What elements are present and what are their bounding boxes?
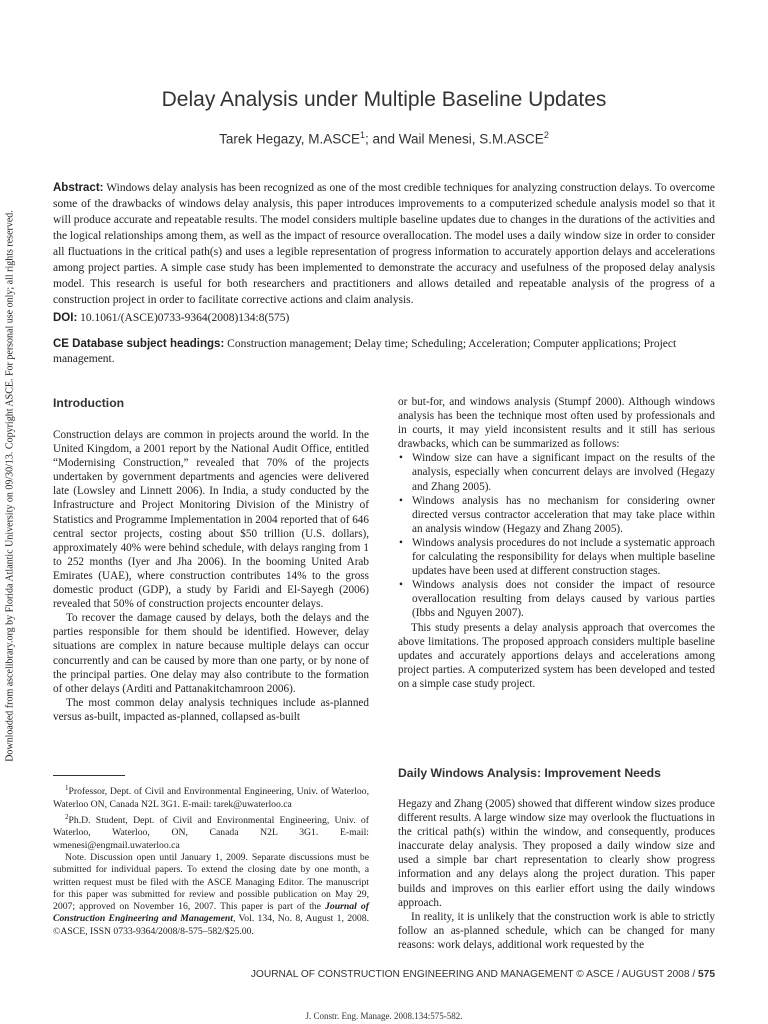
doi-line bbox=[53, 312, 715, 324]
abstract-text: Windows delay analysis has been recognized as one of the most credible techniques for analyzing construction delays. To overcome some of the drawbacks of windows delay analysis, this paper introduces improvements to a computerized schedule analysis model so that it will produce accurate and repeatable results. The model considers multiple baseline updates due to changes in the durations of the activities and the logical relationships among them, as well as the impact of resource overallocation. The model uses a daily window size in order to consider all fluctuations in the critical path(s) and uses a legible representation of progress information to accurately apportion delays and accelerations among project parties. A simple case study has been implemented to demonstrate the accuracy and usefulness of the proposed delay analysis model. This research is useful for both researchers and practitioners and allows detailed and repeatable analysis of the progress of a construction project in order to facilitate corrective actions and claim analysis. bbox=[53, 182, 715, 306]
citation-line: J. Constr. Eng. Manage. 2008.134:575-582. bbox=[305, 1011, 463, 1021]
list-item: • Windows analysis does not consider the impact of resource overallocation resulting from delays caused by various parties (Ibbs and Nguyen 2007). bbox=[398, 578, 715, 620]
list-item: • Windows analysis procedures do not include a systematic approach for calculating the responsibility for delays when multiple baseline updates have been used at different construction stages. bbox=[398, 536, 715, 578]
list-item: • Window size can have a significant impact on the results of the analysis, especially when concurrent delays are involved (Hegazy and Zhang 2005). bbox=[398, 451, 715, 493]
abstract bbox=[53, 180, 715, 308]
footnote-1 bbox=[53, 782, 369, 811]
doi-value: 10.1061/(ASCE)0733-9364(2008)134:8(575) bbox=[80, 312, 290, 324]
download-notice bbox=[3, 210, 17, 762]
intro-continuation: or but-for, and windows analysis (Stumpf 2000). Although windows analysis has been the technique most often used by professionals and in courts, it may yield inconsistent results and it still has serious drawbacks, which can be summarized as follows: bbox=[398, 396, 715, 451]
footnote-1-text: Professor, Dept. of Civil and Environmental Engineering, Univ. of Waterloo, Waterloo ON, Canada N2L 3G1. E-mail: tarek@uwaterloo.ca bbox=[53, 786, 369, 810]
left-column bbox=[53, 428, 369, 724]
right-column-top bbox=[398, 395, 715, 691]
section-heading-daily-windows: Daily Windows Analysis: Improvement Needs bbox=[398, 766, 661, 780]
discussion-note-issn: , Vol. 134, No. 8, August 1, 2008. ©ASCE, ISSN 0733-9364/2008/8-575–582/$25.00. bbox=[53, 913, 369, 937]
author-2: Wail Menesi, S.M.ASCE bbox=[398, 131, 544, 147]
footnote-2 bbox=[53, 811, 369, 852]
footnote-divider bbox=[53, 775, 125, 776]
intro-paragraph-2: To recover the damage caused by delays, both the delays and the parties responsible for them should be identified. However, delay situations are complex in nature because multiple delays can occur concurrently and can be caused by more than one party, or by none of the principal parties. One delay may also contribute to the formation of other delays (Arditi and Pattanakitchamroon 2006). bbox=[53, 612, 369, 695]
author-2-affiliation-mark: 2 bbox=[543, 130, 549, 140]
footer-journal-line: JOURNAL OF CONSTRUCTION ENGINEERING AND MANAGEMENT © ASCE / AUGUST 2008 / bbox=[250, 969, 698, 980]
discussion-note-text: Note. Discussion open until January 1, 2009. Separate discussions must be submitted for individual papers. To extend the closing date by one month, a written request must be filed with the ASCE Managing Editor. The manuscript for this paper was submitted for review and possible publication on May 29, 2007; approved on November 16, 2007. This paper is part of the bbox=[53, 851, 369, 913]
paper-title: Delay Analysis under Multiple Baseline Updates bbox=[161, 88, 607, 111]
list-item: • Windows analysis has no mechanism for considering owner directed versus contractor acceleration that may take place within an analysis window (Hegazy and Zhang 2005). bbox=[398, 494, 715, 536]
page-number: 575 bbox=[698, 969, 715, 980]
daily-paragraph-2: In reality, it is unlikely that the construction work is able to strictly follow an as-planned schedule, which can be changed for many reasons: work delays, additional work requested by the bbox=[398, 910, 715, 951]
footnotes bbox=[53, 782, 369, 938]
intro-paragraph-1: Construction delays are common in projects around the world. In the United Kingdom, a 2001 report by the National Audit Office, entitled “Modernising Construction,” revealed that 70% of the projects undertaken by government departments and agencies were delivered late (Lowsley and Linnett 2006). In India, a study conducted by the Infrastructure and Project Monitoring Division of the Ministry of Statistics and Programme Implementation in 2004 reported that of 646 central sector projects, costing about $50 trillion (U.S. dollars), approximately 40% were behind schedule, with delays ranging from 1 to 252 months (Iyer and Jha 2006). In the booming United Arab Emirates (UAE), where construction contributes 14% to the gross domestic product (GDP), a study by Faridi and El-Sayegh (2006) revealed that 50% of construction projects encounter delays. bbox=[53, 429, 369, 611]
study-paragraph: This study presents a delay analysis approach that overcomes the above limitations. The proposed approach considers multiple baseline updates and accurately apportions delays and accelerations among project parties. A computerized system has been developed and tested on a simple case study project. bbox=[398, 621, 715, 690]
doi-label: DOI: bbox=[53, 312, 78, 324]
footnote-2-mark: 2 bbox=[65, 812, 69, 821]
subject-headings bbox=[53, 337, 715, 367]
discussion-note bbox=[53, 852, 369, 938]
author-1: Tarek Hegazy, M.ASCE bbox=[219, 131, 360, 147]
daily-paragraph-1: Hegazy and Zhang (2005) showed that different window sizes produce different results. A large window size may overlook the fluctuations in the critical path(s) within the window, and consequently, produces inaccurate delay analysis. They proposed a daily window size and used a simple bar chart representation to clearly show progress information and any delays along the project duration. This paper builds and improves on this earlier effort using the daily windows approach. bbox=[398, 798, 715, 909]
author-line bbox=[0, 130, 768, 147]
subject-headings-text: Construction management; Delay time; Scheduling; Acceleration; Computer applications; Project management. bbox=[53, 338, 677, 365]
journal-name: Journal of Construction Engineering and Management bbox=[53, 901, 369, 925]
right-column-bottom bbox=[398, 797, 715, 952]
author-1-affiliation-mark: 1 bbox=[359, 130, 365, 140]
subject-headings-label: CE Database subject headings: bbox=[53, 338, 225, 350]
footnote-1-mark: 1 bbox=[65, 784, 69, 792]
intro-paragraph-3: The most common delay analysis techniques include as-planned versus as-built, impacted as-planned, collapsed as-built bbox=[53, 696, 369, 723]
abstract-label: Abstract: bbox=[53, 182, 104, 194]
drawbacks-list bbox=[398, 451, 715, 620]
download-notice-text: Downloaded from ascelibrary.org by Florida Atlantic University on 09/30/13. Copyright ASCE. For personal use only; all rights reserved. bbox=[4, 210, 16, 762]
running-footer bbox=[251, 969, 715, 980]
author-separator: ; and bbox=[364, 131, 399, 147]
footnote-2-text: Ph.D. Student, Dept. of Civil and Environmental Engineering, Univ. of Waterloo, Waterloo, ON, Canada N2L 3G1. E-mail: wmenesi@engmail.uwaterloo.ca bbox=[53, 815, 369, 851]
introduction-heading: Introduction bbox=[53, 396, 125, 410]
